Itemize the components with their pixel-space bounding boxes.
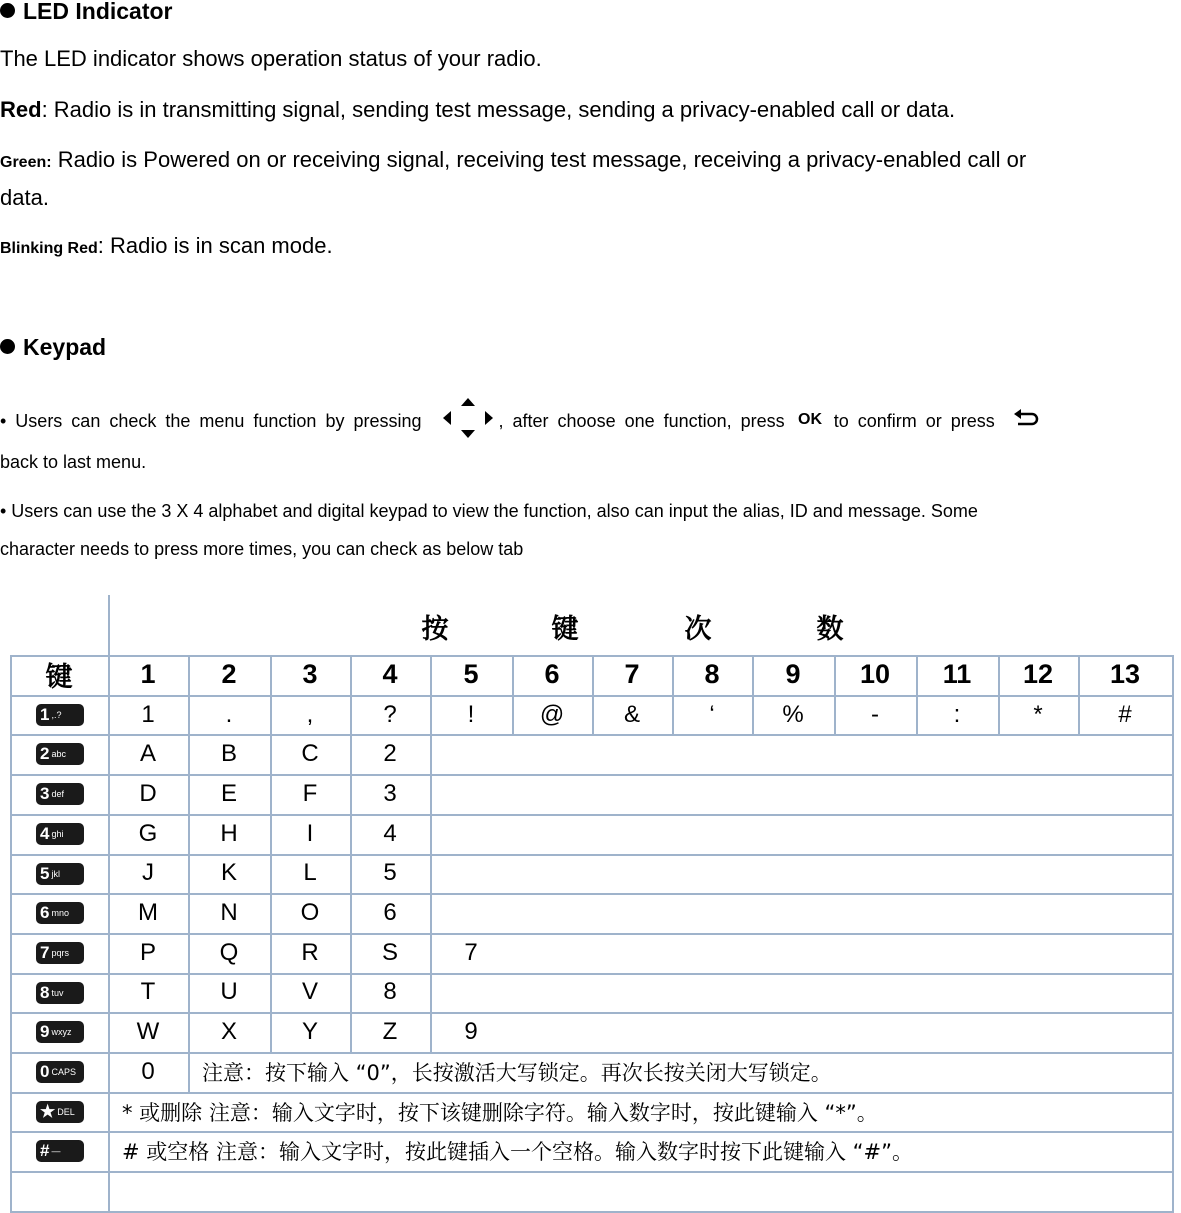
press-count-header: 1 (140, 659, 156, 690)
character-cell: Q (219, 938, 239, 966)
character-cell: D (139, 779, 157, 807)
character-cell: I (306, 819, 314, 847)
red-label: Red (0, 97, 42, 122)
character-cell: 3 (383, 779, 397, 807)
table-title-char: 数 (816, 613, 844, 645)
press-count-header: 3 (302, 659, 318, 690)
press-count-header: 8 (704, 659, 720, 690)
key-3-icon: 3 def (36, 783, 84, 805)
character-cell: 4 (383, 819, 397, 847)
keypad-paragraph-2-cont: character needs to press more times, you can check as below tab (0, 539, 524, 559)
press-count-header: 7 (624, 659, 640, 690)
key-caps-icon: 0 CAPS (36, 1061, 84, 1083)
character-cell: , (306, 700, 314, 728)
key-del-icon: ★ DEL (36, 1101, 84, 1123)
key-4-icon: 4 ghi (36, 823, 84, 845)
character-cell: R (301, 938, 319, 966)
character-cell: & (623, 700, 640, 728)
key-1-icon: 1 ,.? (36, 704, 84, 726)
press-count-header: 11 (942, 659, 972, 690)
character-cell: . (225, 700, 233, 728)
character-cell: % (782, 700, 804, 728)
character-cell: Y (301, 1018, 318, 1046)
keypad-heading: Keypad (0, 334, 106, 361)
character-cell: T (140, 978, 156, 1006)
character-cell: J (142, 859, 154, 887)
blink-label: Blinking Red (0, 240, 98, 257)
character-cell: S (381, 938, 398, 966)
key-9-icon: 9 wxyz (36, 1021, 84, 1043)
character-cell: : (953, 700, 961, 728)
back-key-icon (1012, 408, 1040, 430)
character-cell: ? (383, 700, 397, 728)
character-cell: N (220, 899, 238, 927)
press-count-header: 4 (382, 659, 398, 690)
led-red: Red: Radio is in transmitting signal, sending test message, sending a privacy-enabled call or data. (0, 97, 956, 122)
key-column-header: 键 (45, 662, 73, 694)
keypad-paragraph-2: • Users can use the 3 X 4 alphabet and digital keypad to view the function, also can input the alias, ID and message. Some (0, 501, 978, 521)
table-title-char: 键 (551, 613, 579, 645)
character-cell: B (220, 740, 237, 768)
led-green: Green: Radio is Powered on or receiving signal, receiving test message, receiving a privacy-enabled call or (0, 147, 1027, 172)
character-cell: L (303, 859, 317, 887)
character-cell: W (136, 1018, 160, 1046)
key-5-icon: 5 jkl (36, 863, 84, 885)
character-cell: # (1118, 700, 1132, 728)
press-count-header: 5 (463, 659, 479, 690)
character-cell: O (300, 899, 320, 927)
character-cell: 9 (464, 1018, 478, 1046)
key-2-icon: 2 abc (36, 743, 84, 765)
keypad-press-table (10, 595, 1174, 1170)
character-cell: 0 (141, 1057, 155, 1085)
press-count-header: 12 (1022, 659, 1054, 690)
character-cell: X (220, 1018, 237, 1046)
keypad-paragraph-1: • Users can check the menu function by pressing , after choose one function, press OK to confirm or press (0, 410, 1181, 434)
delete-key-note: * 或删除 注意：输入文字时，按下该键删除字符。输入数字时，按此键输入 “*”。 (122, 1100, 878, 1125)
led-green-cont: data. (0, 185, 49, 210)
character-cell: 1 (141, 700, 155, 728)
character-cell: 8 (383, 978, 397, 1006)
character-cell: C (301, 740, 319, 768)
led-heading: LED Indicator (0, 0, 173, 25)
press-count-header: 13 (1109, 659, 1141, 690)
character-cell: * (1033, 700, 1043, 728)
character-cell: U (220, 978, 238, 1006)
press-count-header: 6 (544, 659, 560, 690)
keypad-paragraph-1-cont: back to last menu. (0, 452, 147, 472)
bullet-dot (0, 339, 15, 354)
space-key-note: # 或空格 注意：输入文字时，按此键插入一个空格。输入数字时按下此键输入 “#”。 (122, 1140, 913, 1165)
character-cell: M (138, 899, 158, 927)
character-cell: V (301, 978, 318, 1006)
svg-text:OK: OK (797, 411, 822, 428)
key-—-icon: # — (36, 1140, 84, 1162)
led-intro: The LED indicator shows operation status of your radio. (0, 46, 542, 71)
character-cell: A (139, 740, 156, 768)
table-title-char: 次 (684, 613, 712, 645)
ok-key-icon (798, 409, 834, 429)
table-title-char: 按 (421, 613, 449, 645)
character-cell: Z (382, 1018, 398, 1046)
character-cell: 6 (383, 899, 397, 927)
key-8-icon: 8 tuv (36, 982, 84, 1004)
character-cell: ‘ (709, 700, 715, 728)
led-blink: Blinking Red: Radio is in scan mode. (0, 233, 333, 258)
character-cell: K (220, 859, 237, 887)
character-cell: E (220, 779, 237, 807)
character-cell: P (139, 938, 156, 966)
key-6-icon: 6 mno (36, 902, 84, 924)
character-cell: 5 (383, 859, 397, 887)
character-cell: F (302, 779, 318, 807)
character-cell: 7 (464, 938, 478, 966)
navigation-key-icon (437, 396, 499, 440)
character-cell: G (138, 819, 158, 847)
bullet-dot (0, 3, 15, 18)
green-label: Green: (0, 154, 52, 171)
character-cell: @ (539, 700, 565, 728)
caps-key-note: 注意：按下输入 “0”，长按激活大写锁定。再次长按关闭大写锁定。 (202, 1060, 832, 1085)
key-7-icon: 7 pqrs (36, 942, 84, 964)
character-cell: 2 (383, 740, 397, 768)
character-cell: - (871, 700, 879, 728)
press-count-header: 10 (859, 659, 891, 690)
press-count-header: 9 (785, 659, 801, 690)
character-cell: H (220, 819, 238, 847)
press-count-header: 2 (221, 659, 237, 690)
character-cell: ! (467, 700, 475, 728)
